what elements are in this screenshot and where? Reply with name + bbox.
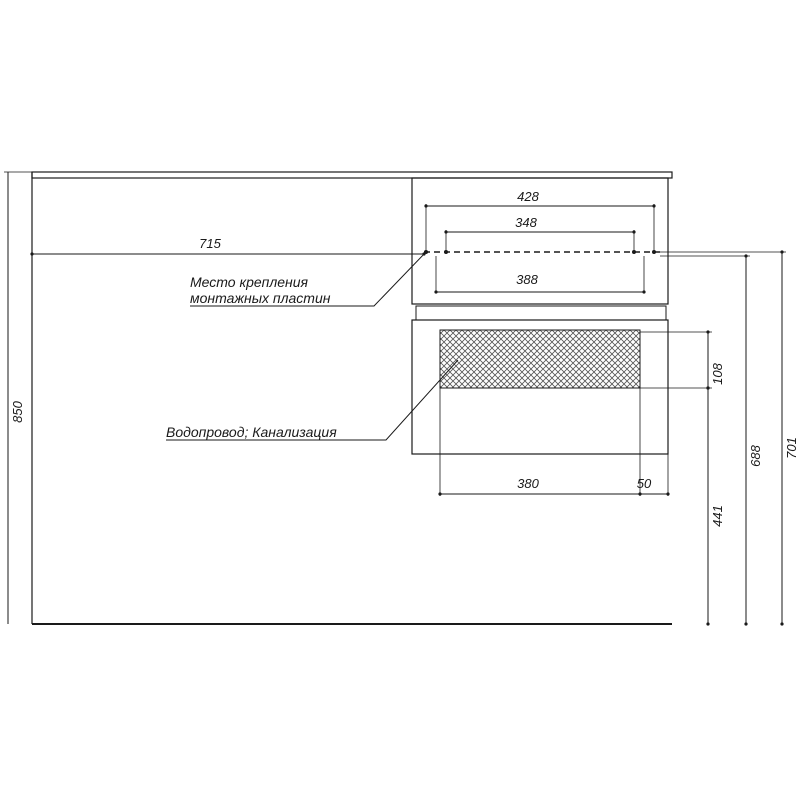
pipe-zone — [440, 330, 640, 388]
dim-label-850: 850 — [10, 401, 25, 423]
countertop — [32, 172, 672, 178]
note-mounting-line2: монтажных пластин — [190, 290, 331, 306]
dim-label-441: 441 — [710, 505, 725, 527]
dim-label-108: 108 — [710, 363, 725, 385]
note-pipes: Водопровод; Канализация — [166, 424, 337, 440]
dim-label-388: 388 — [516, 272, 538, 287]
dim-label-715: 715 — [199, 236, 221, 251]
dim-label-428: 428 — [517, 189, 539, 204]
cabinet-shelf — [416, 306, 666, 320]
upper-cabinet — [412, 178, 668, 304]
note-mounting-line1: Место крепления — [190, 274, 309, 290]
dim-label-701: 701 — [784, 437, 799, 459]
dim-label-688: 688 — [748, 445, 763, 467]
dim-label-380: 380 — [517, 476, 539, 491]
dim-label-50: 50 — [636, 476, 652, 491]
dim-label-348: 348 — [515, 215, 537, 230]
